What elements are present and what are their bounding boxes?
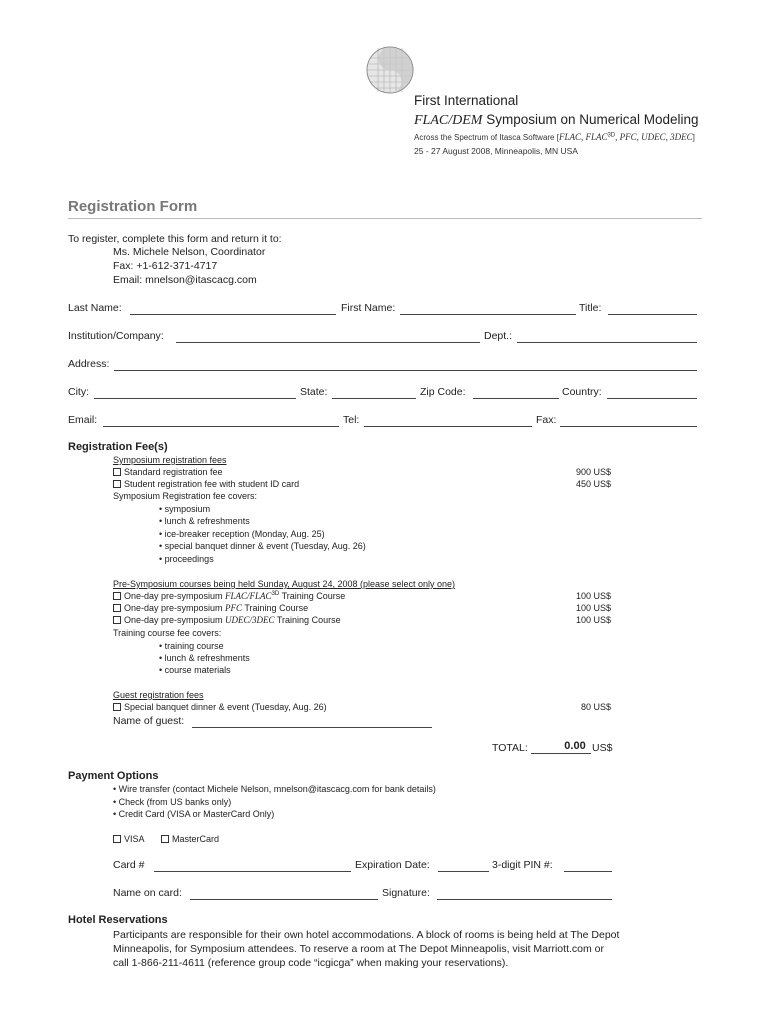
first-name-label: First Name:	[341, 302, 396, 314]
covers-item: • special banquet dinner & event (Tuesday, Aug. 26)	[159, 541, 366, 551]
hotel-text-line: Participants are responsible for their own hotel accommodations. A block of rooms is being held at The Depot	[113, 929, 620, 941]
visa-option[interactable]	[113, 834, 145, 844]
course-udec-suffix: Training Course	[274, 615, 341, 625]
intro-text: To register, complete this form and return it to:	[68, 233, 282, 245]
contact-name: Ms. Michele Nelson, Coordinator	[113, 246, 266, 258]
course-pfc-checkbox[interactable]	[113, 604, 121, 612]
covers-item: • symposium	[159, 504, 211, 514]
payment-option-text: Check (from US banks only)	[118, 797, 232, 807]
pin-field[interactable]	[564, 871, 612, 872]
payment-option: • Credit Card (VISA or MasterCard Only)	[113, 809, 275, 819]
city-field[interactable]	[94, 398, 296, 399]
signature-field[interactable]	[437, 899, 612, 900]
card-number-label: Card #	[113, 859, 145, 871]
covers-item-text: proceedings	[164, 554, 214, 564]
state-field[interactable]	[332, 398, 416, 399]
name-on-card-field[interactable]	[190, 899, 378, 900]
name-on-card-label: Name on card:	[113, 887, 182, 899]
form-title: Registration Form	[68, 198, 198, 215]
course-flac-name: FLAC/FLAC	[225, 591, 272, 601]
standard-fee-label: Standard registration fee	[124, 467, 223, 477]
hotel-text-line: call 1-866-211-4611 (reference group code “icgicga” when making your reservations).	[113, 957, 509, 969]
course-flac-checkbox[interactable]	[113, 592, 121, 600]
visa-checkbox[interactable]	[113, 835, 121, 843]
course-udec-name: UDEC/3DEC	[225, 615, 275, 625]
covers-heading: Symposium Registration fee covers:	[113, 491, 258, 501]
dept-field[interactable]	[517, 342, 697, 343]
pre-symposium-heading: Pre-Symposium courses being held Sunday, August 24, 2008 (please select only one)	[113, 579, 456, 589]
course-pfc-prefix: One-day pre-symposium	[124, 603, 226, 613]
mastercard-option[interactable]	[161, 834, 219, 844]
fees-heading: Registration Fee(s)	[68, 441, 168, 453]
covers-item-text: ice-breaker reception (Monday, Aug. 25)	[164, 529, 325, 539]
pin-label: 3-digit PIN #:	[492, 859, 553, 871]
total-currency: US$	[592, 742, 613, 754]
fax-field[interactable]	[560, 426, 697, 427]
course-pfc-price: 100 US$	[575, 603, 611, 613]
mastercard-label: MasterCard	[172, 834, 220, 844]
state-label: State:	[300, 386, 328, 398]
covers-item: • lunch & refreshments	[159, 516, 250, 526]
address-field[interactable]	[114, 370, 697, 371]
tagline-italic-2: , PFC, UDEC, 3DEC	[615, 132, 693, 142]
symposium-tagline	[414, 132, 695, 142]
course-flac-prefix: One-day pre-symposium	[124, 591, 226, 601]
student-fee-price: 450 US$	[575, 479, 611, 489]
contact-email: Email: mnelson@itascacg.com	[113, 274, 257, 286]
dept-label: Dept.:	[484, 330, 513, 342]
student-fee-row[interactable]	[113, 479, 299, 489]
mastercard-checkbox[interactable]	[161, 835, 169, 843]
standard-fee-checkbox[interactable]	[113, 468, 121, 476]
tel-label: Tel:	[343, 414, 360, 426]
course-flac-suffix: Training Course	[279, 591, 346, 601]
guest-fee-price: 80 US$	[580, 702, 611, 712]
city-label: City:	[68, 386, 89, 398]
payment-option: • Wire transfer (contact Michele Nelson, mnelson@itascacg.com for bank details)	[113, 784, 436, 794]
course-udec-checkbox[interactable]	[113, 616, 121, 624]
total-value: 0.00	[564, 740, 586, 752]
subtitle-rest: Symposium on Numerical Modeling	[482, 112, 699, 127]
total-label: TOTAL:	[492, 742, 528, 754]
address-label: Address:	[68, 358, 110, 370]
title-field[interactable]	[608, 314, 697, 315]
payment-option-text: Credit Card (VISA or MasterCard Only)	[118, 809, 275, 819]
payment-heading: Payment Options	[68, 770, 159, 782]
expiration-label: Expiration Date:	[355, 859, 430, 871]
training-covers-text: training course	[164, 641, 224, 651]
zip-field[interactable]	[473, 398, 559, 399]
tagline-sup: 3D	[607, 132, 616, 139]
guest-fee-checkbox[interactable]	[113, 703, 121, 711]
last-name-field[interactable]	[130, 314, 336, 315]
institution-label: Institution/Company:	[68, 330, 164, 342]
guest-fee-row[interactable]	[113, 702, 327, 712]
guest-name-label: Name of guest:	[113, 715, 185, 727]
payment-option-text: Wire transfer (contact Michele Nelson, mnelson@itascacg.com for bank details)	[118, 784, 436, 794]
training-covers-item: • lunch & refreshments	[159, 653, 250, 663]
standard-fee-price: 900 US$	[575, 467, 611, 477]
contact-fax: Fax: +1-612-371-4717	[113, 260, 218, 272]
institution-field[interactable]	[176, 342, 480, 343]
country-label: Country:	[562, 386, 602, 398]
course-udec-row[interactable]	[113, 615, 341, 625]
email-field[interactable]	[103, 426, 339, 427]
signature-label: Signature:	[382, 887, 430, 899]
fax-label: Fax:	[536, 414, 557, 426]
training-covers-item: • training course	[159, 641, 224, 651]
total-field[interactable]	[531, 753, 591, 754]
student-fee-label: Student registration fee with student ID card	[124, 479, 300, 489]
student-fee-checkbox[interactable]	[113, 480, 121, 488]
guest-name-field[interactable]	[192, 727, 432, 728]
tagline-suffix: ]	[692, 133, 695, 142]
course-udec-price: 100 US$	[575, 615, 611, 625]
email-label: Email:	[68, 414, 98, 426]
covers-item: • proceedings	[159, 554, 214, 564]
symposium-title: First International	[414, 93, 519, 108]
tagline-italic: FLAC, FLAC	[558, 132, 608, 142]
expiration-field[interactable]	[438, 871, 489, 872]
hotel-heading: Hotel Reservations	[68, 914, 168, 926]
training-covers-item: • course materials	[159, 665, 231, 675]
course-pfc-name: PFC	[225, 603, 243, 613]
symposium-date: 25 - 27 August 2008, Minneapolis, MN USA	[414, 146, 578, 156]
card-number-field[interactable]	[154, 871, 351, 872]
title-label: Title:	[579, 302, 602, 314]
guest-fees-heading: Guest registration fees	[113, 690, 204, 700]
guest-fee-label: Special banquet dinner & event (Tuesday, Aug. 26)	[124, 702, 327, 712]
itasca-logo	[366, 46, 414, 94]
symposium-fees-heading: Symposium registration fees	[113, 455, 227, 465]
standard-fee-row[interactable]	[113, 467, 223, 477]
course-udec-prefix: One-day pre-symposium	[124, 615, 226, 625]
course-flac-price: 100 US$	[575, 591, 611, 601]
first-name-field[interactable]	[400, 314, 576, 315]
hotel-text-line: Minneapolis, for Symposium attendees. To reserve a room at The Depot Minneapolis, visit Marriott.com or	[113, 943, 604, 955]
country-field[interactable]	[607, 398, 697, 399]
tel-field[interactable]	[364, 426, 532, 427]
training-covers-heading: Training course fee covers:	[113, 628, 222, 638]
subtitle-italic: FLAC/DEM	[414, 113, 483, 128]
covers-item-text: symposium	[164, 504, 211, 514]
course-flac-row[interactable]	[113, 591, 345, 601]
tagline-prefix: Across the Spectrum of Itasca Software [	[414, 133, 559, 142]
zip-label: Zip Code:	[420, 386, 466, 398]
covers-item-text: special banquet dinner & event (Tuesday, Aug. 26)	[164, 541, 366, 551]
course-pfc-suffix: Training Course	[242, 603, 309, 613]
title-divider	[68, 218, 702, 219]
course-pfc-row[interactable]	[113, 603, 308, 613]
visa-label: VISA	[124, 834, 145, 844]
last-name-label: Last Name:	[68, 302, 122, 314]
covers-item-text: lunch & refreshments	[164, 516, 250, 526]
training-covers-text: lunch & refreshments	[164, 653, 250, 663]
covers-item: • ice-breaker reception (Monday, Aug. 25)	[159, 529, 325, 539]
course-flac-sup: 3D	[271, 591, 280, 597]
symposium-subtitle	[414, 112, 699, 129]
training-covers-text: course materials	[164, 665, 231, 675]
payment-option: • Check (from US banks only)	[113, 797, 232, 807]
